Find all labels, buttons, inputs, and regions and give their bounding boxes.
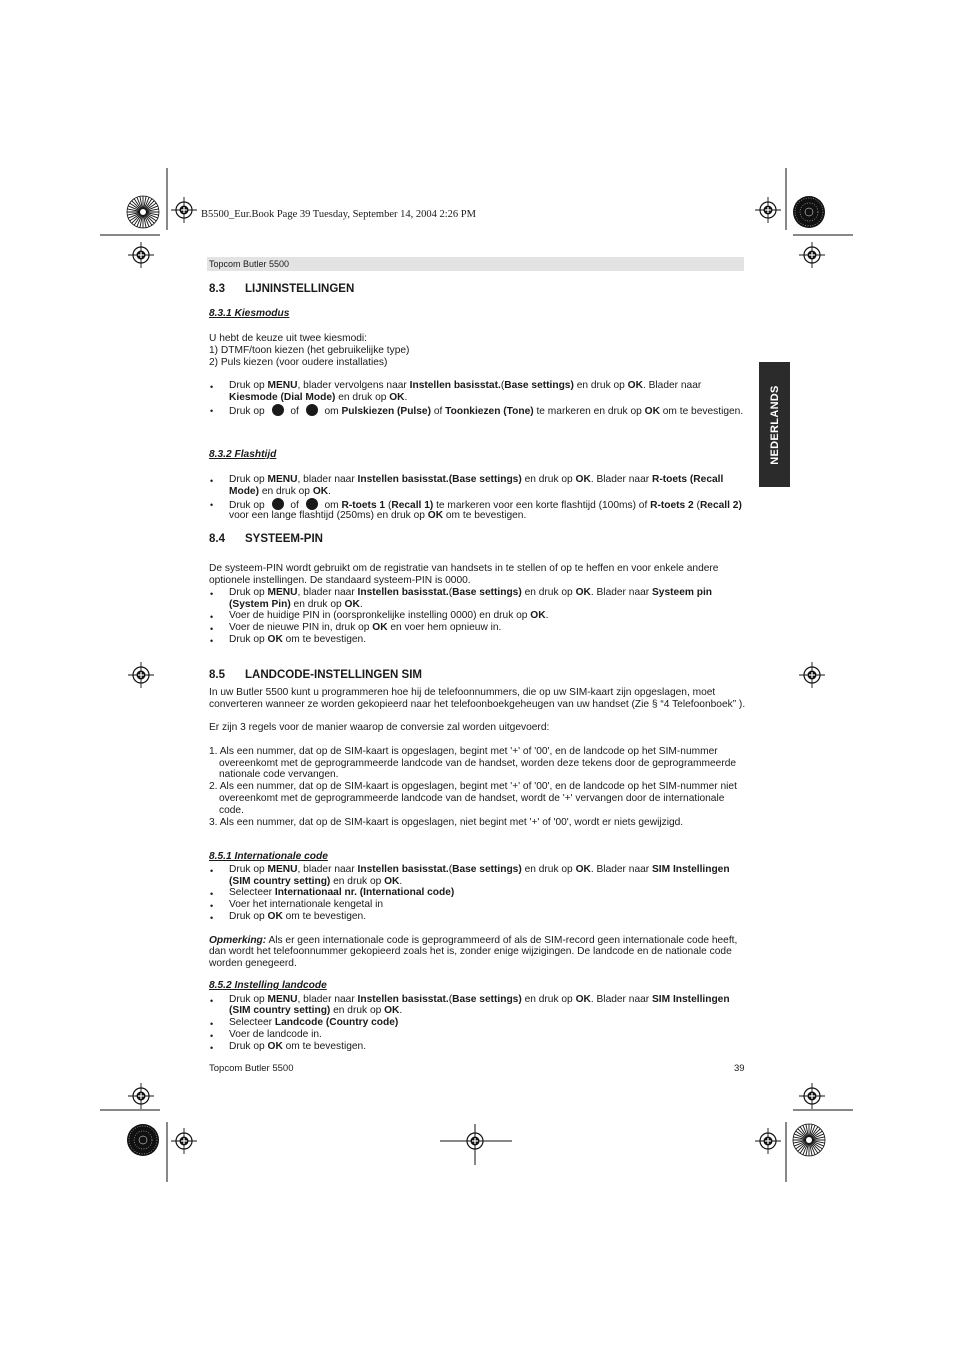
paragraph: U hebt de keuze uit twee kiesmodi:: [209, 333, 367, 344]
paragraph: optionele instellingen. De standaard systeem-PIN is 0000.: [209, 575, 471, 586]
subsection-8-3-1: 8.3.1 Kiesmodus: [209, 308, 290, 319]
subsection-8-3-2: 8.3.2 Flashtijd: [209, 449, 277, 460]
bullet: •: [210, 500, 214, 510]
note-paragraph-cont: dan wordt het telefoonnummer gekopieerd zoals het is, zonder enige wijzigingen. De landcode en de nationale code: [209, 946, 732, 957]
bullet: •: [210, 612, 214, 622]
bullet: •: [210, 589, 214, 599]
page-number: 39: [734, 1063, 745, 1074]
bullet: •: [210, 1043, 214, 1053]
paragraph: In uw Butler 5500 kunt u programmeren hoe hij de telefoonnummers, die op uw SIM-kaart zijn opgeslagen, moet: [209, 687, 716, 698]
list-item-cont: voor een lange flashtijd (250ms) en druk op OK om te bevestigen.: [229, 510, 527, 521]
list-item: Druk op OK om te bevestigen.: [229, 911, 367, 922]
list-item: Druk op MENU, blader naar Instellen basisstat.(Base settings) en druk op OK. Blader naar SIM Instellingen: [229, 994, 730, 1005]
running-header: [207, 257, 744, 271]
list-item: Druk op of om R-toets 1 (Recall 1) te markeren voor een korte flashtijd (100ms) of R-toets 2 (Recall 2): [229, 500, 742, 511]
paragraph: 2) Puls kiezen (voor oudere installaties): [209, 357, 388, 368]
list-item: Voer de landcode in.: [229, 1029, 322, 1040]
bullet: •: [210, 996, 214, 1006]
rule-item-cont: overeenkomt met de geprogrammeerde landcode van de handset, worden deze tekens door de geprogrammeerde: [219, 758, 737, 769]
list-item-cont: (SIM country setting) en druk op OK.: [229, 876, 403, 887]
list-item: Voer de huidige PIN in (oorspronkelijke instelling 0000) en druk op OK.: [229, 610, 549, 621]
list-item: Druk op of om Pulskiezen (Pulse) of Toonkiezen (Tone) te markeren en druk op OK om te bevestigen.: [229, 406, 744, 417]
list-item-cont: (SIM country setting) en druk op OK.: [229, 1005, 403, 1016]
bullet: •: [210, 1019, 214, 1029]
list-item: Voer de nieuwe PIN in, druk op OK en voer hem opnieuw in.: [229, 622, 502, 633]
rule-item-cont: code.: [219, 805, 244, 816]
section-8-5-heading: 8.5 LANDCODE-INSTELLINGEN SIM: [209, 669, 422, 681]
navigation-up-key-icon: [272, 498, 284, 510]
rule-item: 3. Als een nummer, dat op de SIM-kaart is opgeslagen, niet begint met '+' of '00', wordt er niets gewijzigd.: [209, 817, 684, 828]
list-item: Druk op MENU, blader vervolgens naar Instellen basisstat.(Base settings) en druk op OK. Blader naar: [229, 380, 702, 391]
bullet: •: [210, 382, 214, 392]
footer-product: Topcom Butler 5500: [209, 1063, 294, 1074]
list-item-cont: Kiesmode (Dial Mode) en druk op OK.: [229, 392, 408, 403]
print-info-line: B5500_Eur.Book Page 39 Tuesday, September 14, 2004 2:26 PM: [201, 209, 476, 220]
bullet: •: [210, 476, 214, 486]
rule-item-cont: nationale code vervangen.: [219, 769, 339, 780]
bullet: •: [210, 866, 214, 876]
navigation-up-key-icon: [272, 404, 284, 416]
section-8-3-heading: 8.3 LIJNINSTELLINGEN: [209, 283, 355, 295]
list-item: Selecteer Internationaal nr. (International code): [229, 887, 455, 898]
subsection-8-5-2: 8.5.2 Instelling landcode: [209, 980, 327, 991]
header-product: Topcom Butler 5500: [209, 259, 290, 269]
paragraph: Er zijn 3 regels voor de manier waarop de conversie zal worden uitgevoerd:: [209, 722, 550, 733]
language-tab-label: NEDERLANDS: [768, 384, 781, 465]
list-item-cont: (System Pin) en druk op OK.: [229, 599, 363, 610]
note-paragraph: Opmerking: Als er geen internationale code is geprogrammeerd of als de SIM-record geen internationale code heeft,: [209, 935, 738, 946]
paragraph: converteren wanneer ze worden gekopieerd naar het telefoonboekgeheugen van uw handset (Zie § “4 Telefoonboek” ).: [209, 699, 746, 710]
rule-item-cont: overeenkomt met de geprogrammeerde landcode van de handset, wordt de '+' vervangen door de internationale: [219, 793, 725, 804]
list-item: Druk op OK om te bevestigen.: [229, 634, 367, 645]
list-item: Selecteer Landcode (Country code): [229, 1017, 399, 1028]
bullet: •: [210, 406, 214, 416]
list-item: Voer het internationale kengetal in: [229, 899, 384, 910]
bullet: •: [210, 913, 214, 923]
section-8-4-heading: 8.4 SYSTEEM-PIN: [209, 533, 323, 545]
navigation-down-key-icon: [306, 498, 318, 510]
bullet: •: [210, 889, 214, 899]
note-paragraph-cont: worden genegeerd.: [209, 958, 297, 969]
bullet: •: [210, 636, 214, 646]
list-item: Druk op MENU, blader naar Instellen basisstat.(Base settings) en druk op OK. Blader naar Systeem pin: [229, 587, 713, 598]
paragraph: De systeem-PIN wordt gebruikt om de registratie van handsets in te stellen of op te heffen en voor enkele andere: [209, 563, 719, 574]
list-item: Druk op MENU, blader naar Instellen basisstat.(Base settings) en druk op OK. Blader naar SIM Instellingen: [229, 864, 730, 875]
bullet: •: [210, 624, 214, 634]
navigation-down-key-icon: [306, 404, 318, 416]
bullet: •: [210, 901, 214, 911]
rule-item: 2. Als een nummer, dat op de SIM-kaart is opgeslagen, begint met '+' of '00', en de landcode op het SIM-nummer niet: [209, 781, 737, 792]
list-item: Druk op OK om te bevestigen.: [229, 1041, 367, 1052]
note-label: Opmerking:: [209, 935, 267, 946]
paragraph: 1) DTMF/toon kiezen (het gebruikelijke type): [209, 345, 410, 356]
subsection-8-5-1: 8.5.1 Internationale code: [209, 851, 328, 862]
language-tab: [759, 362, 790, 487]
list-item: Druk op MENU, blader naar Instellen basisstat.(Base settings) en druk op OK. Blader naar R-toets (Recall: [229, 474, 724, 485]
bullet: •: [210, 1031, 214, 1041]
rule-item: 1. Als een nummer, dat op de SIM-kaart is opgeslagen, begint met '+' of '00', en de landcode op het SIM-nummer: [209, 746, 718, 757]
list-item-cont: Mode) en druk op OK.: [229, 486, 331, 497]
